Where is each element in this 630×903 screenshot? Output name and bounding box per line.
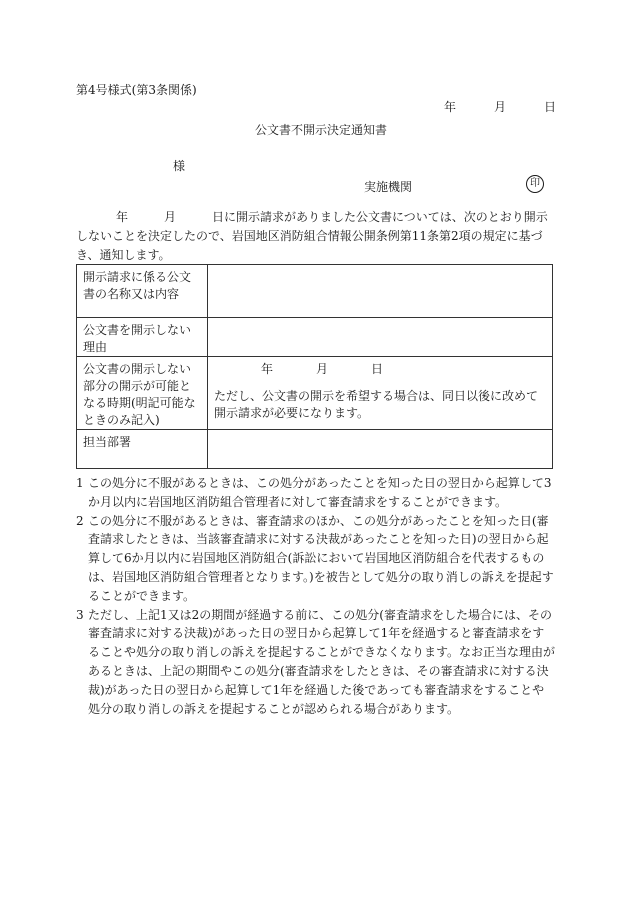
date-day: 日 (544, 100, 557, 114)
date-month: 月 (494, 100, 507, 114)
form-number: 第4号様式(第3条関係) (76, 83, 197, 97)
note-text: ただし、上記1又は2の期間が経過する前に、この処分(審査請求をした場合には、その審査請求に対する決裁)があった日の翌日から起算して1年を経過すると審査請求をすることや処分の取り消しの訴えを提起することができなくなります。なお正当な理由があるときは、上記の期間やこの処分(審査請求をしたときは、その審査請求に対する決裁)があった日の翌日から起算して1年を経過した後であっても審査請求をすることや処分の取り消しの訴えを提起することが認められる場合があります。 (88, 607, 556, 716)
row-value (208, 318, 553, 357)
decision-table (76, 264, 553, 469)
intro-paragraph (76, 208, 554, 265)
list-item (76, 606, 556, 719)
note-number: 2 (76, 513, 84, 528)
document-title: 公文書不開示決定通知書 (255, 123, 388, 137)
row-label: 公文書を開示しない理由 (77, 318, 208, 357)
note-text: この処分に不服があるときは、審査請求のほか、この処分があったことを知った日(審査請求したときは、当該審査請求に対する決裁があったことを知った日)の翌日から起算して6か月以内に岩国地区消防組合(訴訟において岩国地区消防組合を代表するものは、岩国地区消防組合管理者となります。)を被告として処分の取り消しの訴えを提起することができます。 (88, 513, 554, 603)
intro-year: 年 (116, 210, 129, 224)
cell-date-year: 年 (261, 362, 274, 376)
row-value (208, 430, 553, 469)
intro-month: 月 (164, 210, 177, 224)
cell-note: ただし、公文書の開示を希望する場合は、同日以後に改めて開示請求が必要になります。 (214, 389, 539, 420)
note-number: 3 (76, 607, 84, 622)
table-row (77, 357, 553, 430)
note-number: 1 (76, 476, 84, 490)
notes-list (76, 474, 556, 718)
notice-date (444, 98, 556, 115)
issuer-label: 実施機関 (364, 180, 413, 194)
cell-date-day: 日 (371, 362, 384, 376)
row-value (208, 265, 553, 318)
row-label: 公文書の開示しない部分の開示が可能となる時期(明記可能なときのみ記入) (77, 357, 208, 430)
list-item (76, 512, 556, 606)
row-label: 担当部署 (77, 430, 208, 469)
note-text: この処分に不服があるときは、この処分があったことを知った日の翌日から起算して3か月以内に岩国地区消防組合管理者に対して審査請求をすることができます。 (88, 476, 552, 509)
table-row (77, 430, 553, 469)
list-item (76, 474, 556, 512)
disclosure-date (214, 361, 546, 378)
table-row (77, 318, 553, 357)
cell-date-month: 月 (316, 362, 329, 376)
table-row (77, 265, 553, 318)
recipient-suffix: 様 (173, 159, 186, 173)
row-value (208, 357, 553, 430)
date-year: 年 (444, 100, 457, 114)
row-label: 開示請求に係る公文書の名称又は内容 (77, 265, 208, 318)
intro-text: 日に開示請求がありました公文書については、次のとおり開示しないことを決定したので、岩国地区消防組合情報公開条例第11条第2項の規定に基づき、通知します。 (76, 210, 548, 262)
seal-mark: 印 (526, 175, 544, 193)
